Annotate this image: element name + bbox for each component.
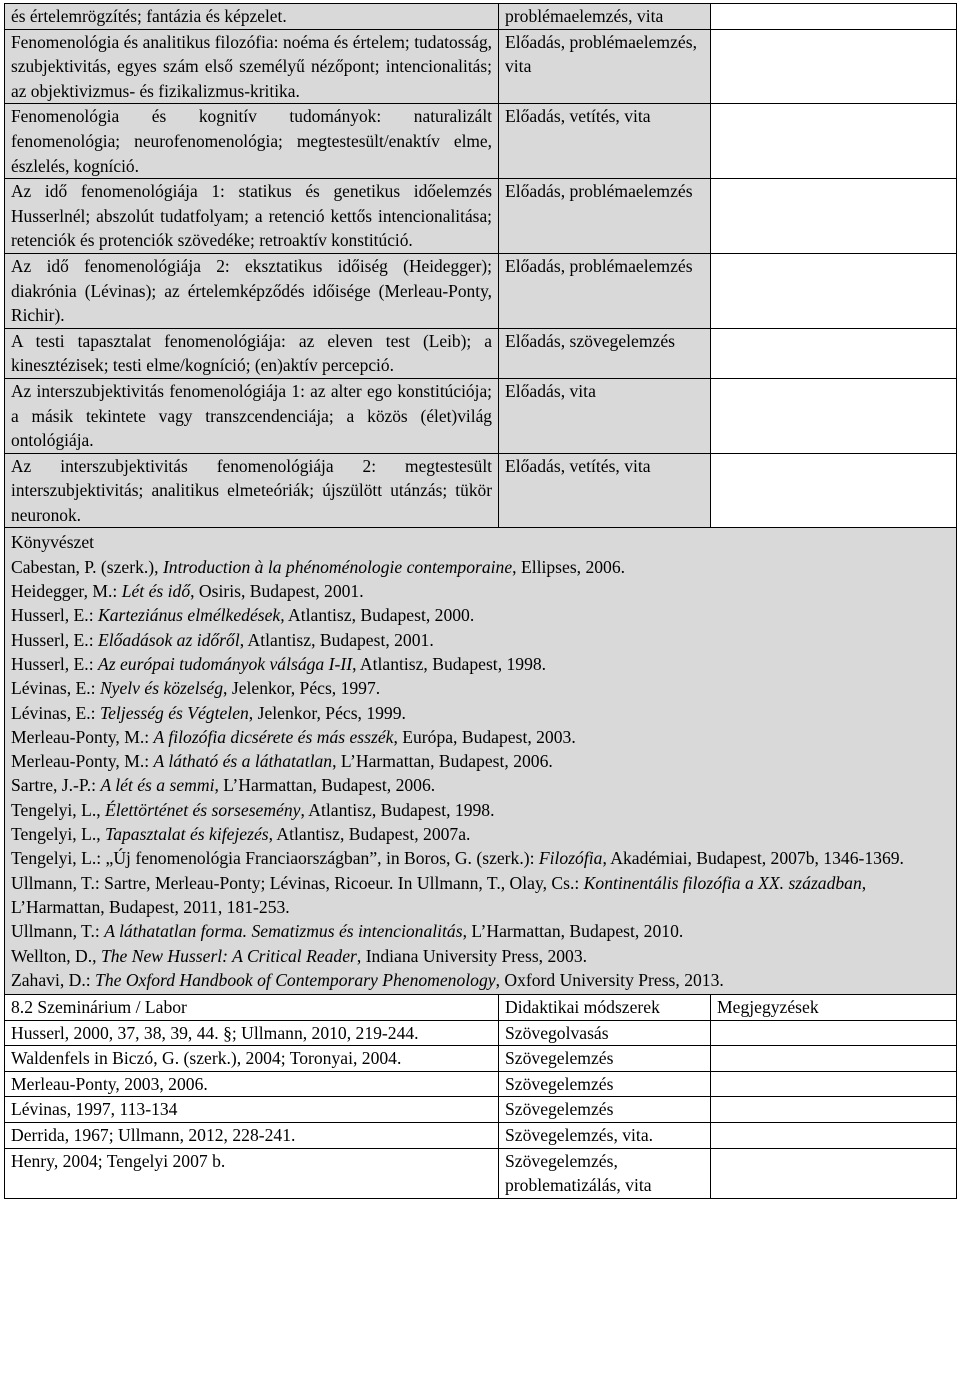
bibliography-row [5, 528, 957, 995]
lecture-method: Előadás, vetítés, vita [499, 453, 711, 528]
bibliography-entry [11, 725, 950, 749]
entry-author: Merleau-Ponty, M.: [11, 726, 154, 747]
lecture-topic: A testi tapasztalat fenomenológiája: az eleven test (Leib); a kinesztézisek; testi elme/kogníció; (en)aktív percepció. [5, 328, 499, 378]
table-row [5, 1046, 957, 1072]
lecture-topic: és értelemrögzítés; fantázia és képzelet. [5, 4, 499, 30]
entry-author: Sartre, J.-P.: [11, 775, 101, 796]
lecture-note [711, 328, 957, 378]
table-row [5, 179, 957, 254]
seminar-method: Szövegelemzés [499, 1046, 711, 1072]
seminar-header-row [5, 995, 957, 1021]
table-row [5, 1123, 957, 1149]
entry-title: The Oxford Handbook of Contemporary Phenomenology [95, 969, 496, 990]
entry-author: Merleau-Ponty, M.: [11, 751, 154, 772]
lecture-note [711, 179, 957, 254]
lecture-note [711, 104, 957, 179]
bibliography-entry [11, 701, 950, 725]
lecture-topic: Az interszubjektivitás fenomenológiája 1: az alter ego konstitúciója; a másik tekintete vagy transzcendenciája; a közös (élet)világ ontológiája. [5, 378, 499, 453]
seminar-text: Waldenfels in Biczó, G. (szerk.), 2004; Toronyai, 2004. [5, 1046, 499, 1072]
bibliography-entry [11, 822, 950, 846]
entry-title: A láthatatlan forma. Sematizmus és intencionalitás [104, 921, 463, 942]
lecture-note [711, 378, 957, 453]
seminar-method: Szövegolvasás [499, 1020, 711, 1046]
lecture-note [711, 453, 957, 528]
seminar-text: Henry, 2004; Tengelyi 2007 b. [5, 1148, 499, 1198]
seminar-method: Szövegelemzés [499, 1097, 711, 1123]
seminar-text: Lévinas, 1997, 113-134 [5, 1097, 499, 1123]
lecture-topic: Az idő fenomenológiája 1: statikus és genetikus időelemzés Husserlnél; abszolút tudatfolyam; a retenció kettős intencionalitása; retenciók és protenciók szövedéke; retroaktív konstitúció. [5, 179, 499, 254]
lecture-method: problémaelemzés, vita [499, 4, 711, 30]
bibliography-entry [11, 773, 950, 797]
seminar-method: Szövegelemzés, vita. [499, 1123, 711, 1149]
entry-author: Tengelyi, L., [11, 824, 106, 845]
seminar-text: Merleau-Ponty, 2003, 2006. [5, 1071, 499, 1097]
bibliography-entry [11, 846, 950, 870]
seminar-table [4, 994, 957, 1199]
entry-author: Husserl, E.: [11, 629, 98, 650]
entry-author: Ullmann, T.: Sartre, Merleau-Ponty; Lévinas, Ricoeur. In Ullmann, T., Olay, Cs.: [11, 872, 584, 893]
lecture-table-body [5, 4, 957, 995]
entry-author: Zahavi, D.: [11, 969, 96, 990]
lecture-method: Előadás, problémaelemzés, vita [499, 29, 711, 104]
entry-publication: , Indiana University Press, 2003. [356, 945, 588, 966]
entry-publication: , L’Harmattan, Budapest, 2010. [462, 921, 684, 942]
seminar-header: 8.2 Szeminárium / Labor [5, 995, 499, 1021]
entry-author: Husserl, E.: [11, 605, 98, 626]
bibliography-entry [11, 652, 950, 676]
table-row [5, 104, 957, 179]
bibliography-entry [11, 798, 950, 822]
lecture-method: Előadás, vita [499, 378, 711, 453]
entry-publication: , Atlantisz, Budapest, 2001. [239, 629, 434, 650]
bibliography-entry [11, 919, 950, 943]
bibliography-entry [11, 968, 950, 992]
entry-title: Tapasztalat és kifejezés [105, 824, 269, 845]
entry-publication: , Akadémiai, Budapest, 2007b, 1346-1369. [602, 848, 904, 869]
lecture-topic: Az idő fenomenológiája 2: eksztatikus időiség (Heidegger); diakrónia (Lévinas); az értelemképződés időisége (Merleau-Ponty, Richir). [5, 253, 499, 328]
seminar-note [711, 1148, 957, 1198]
entry-title: The New Husserl: A Critical Reader [100, 945, 357, 966]
table-row [5, 1020, 957, 1046]
bibliography-entry [11, 628, 950, 652]
entry-publication: , Atlantisz, Budapest, 2007a. [268, 824, 471, 845]
entry-title: Előadások az időről [97, 629, 240, 650]
lecture-method: Előadás, szövegelemzés [499, 328, 711, 378]
lecture-note [711, 253, 957, 328]
entry-publication: , Osiris, Budapest, 2001. [190, 581, 364, 602]
entry-author: Lévinas, E.: [11, 702, 100, 723]
entry-publication: , Jelenkor, Pécs, 1999. [248, 702, 406, 723]
entry-title: Lét és idő [121, 581, 191, 602]
bibliography-entry [11, 555, 950, 579]
table-row [5, 1148, 957, 1198]
seminar-note [711, 1046, 957, 1072]
entry-title: Nyelv és közelség [99, 678, 224, 699]
bibliography-entry [11, 749, 950, 773]
seminar-note [711, 1071, 957, 1097]
entry-title: Karteziánus elmélkedések, [97, 605, 285, 626]
entry-author: Cabestan, P. (szerk.), [11, 556, 163, 577]
entry-publication: Atlantisz, Budapest, 2000. [284, 605, 475, 626]
seminar-text: Derrida, 1967; Ullmann, 2012, 228-241. [5, 1123, 499, 1149]
bibliography-entry [11, 579, 950, 603]
syllabus-page [4, 3, 956, 1199]
entry-author: Tengelyi, L., [11, 799, 106, 820]
bibliography-entry [11, 676, 950, 700]
seminar-method: Szövegelemzés [499, 1071, 711, 1097]
entry-author: Tengelyi, L.: „Új fenomenológia Franciaországban”, in Boros, G. (szerk.): [11, 848, 539, 869]
methods-header: Didaktikai módszerek [499, 995, 711, 1021]
lecture-topic: Az interszubjektivitás fenomenológiája 2: megtestesült interszubjektivitás; analitikus elmeteóriák; újszülött utánzás; tükör neuronok. [5, 453, 499, 528]
entry-publication: , Ellipses, 2006. [512, 556, 626, 577]
seminar-method: Szövegelemzés, problematizálás, vita [499, 1148, 711, 1198]
entry-title: Introduction à la phénoménologie contemporaine [162, 556, 513, 577]
entry-title: A látható és a láthatatlan [153, 751, 333, 772]
entry-publication: , Atlantisz, Budapest, 1998. [300, 799, 495, 820]
entry-publication: , Jelenkor, Pécs, 1997. [223, 678, 381, 699]
bibliography-entry [11, 603, 950, 627]
lecture-note [711, 29, 957, 104]
entry-title: Filozófia [538, 848, 603, 869]
table-row [5, 378, 957, 453]
bibliography-list [11, 555, 950, 992]
table-row [5, 453, 957, 528]
entry-publication: , L’Harmattan, Budapest, 2006. [214, 775, 436, 796]
entry-title: A filozófia dicsérete és más esszék [153, 726, 394, 747]
entry-publication: , Oxford University Press, 2013. [495, 969, 724, 990]
seminar-note [711, 1097, 957, 1123]
entry-title: Teljesség és Végtelen [99, 702, 249, 723]
lecture-table [4, 3, 957, 995]
entry-author: Wellton, D., [11, 945, 101, 966]
lecture-note [711, 4, 957, 30]
lecture-method: Előadás, vetítés, vita [499, 104, 711, 179]
bibliography-cell [5, 528, 957, 995]
seminar-note [711, 1020, 957, 1046]
entry-title: Kontinentális filozófia a XX. században [583, 872, 862, 893]
table-row [5, 4, 957, 30]
entry-author: Lévinas, E.: [11, 678, 100, 699]
entry-publication: , Atlantisz, Budapest, 1998. [352, 653, 547, 674]
table-row [5, 1071, 957, 1097]
seminar-note [711, 1123, 957, 1149]
entry-title: Élettörténet és sorsesemény [105, 799, 301, 820]
table-row [5, 253, 957, 328]
table-row [5, 1097, 957, 1123]
table-row [5, 328, 957, 378]
seminar-text: Husserl, 2000, 37, 38, 39, 44. §; Ullmann, 2010, 219-244. [5, 1020, 499, 1046]
entry-publication: , L’Harmattan, Budapest, 2011, 181-253. [11, 872, 867, 917]
bibliography-entry [11, 944, 950, 968]
entry-publication: , Európa, Budapest, 2003. [393, 726, 576, 747]
entry-author: Ullmann, T.: [11, 921, 105, 942]
table-row [5, 29, 957, 104]
notes-header: Megjegyzések [711, 995, 957, 1021]
entry-title: A lét és a semmi [100, 775, 215, 796]
lecture-topic: Fenomenológia és analitikus filozófia: noéma és értelem; tudatosság, szubjektivitás, egyes szám első személyű nézőpont; intencionalitás; az objektivizmus- és fizikalizmus-kritika. [5, 29, 499, 104]
entry-publication: , L’Harmattan, Budapest, 2006. [332, 751, 553, 772]
lecture-method: Előadás, problémaelemzés [499, 179, 711, 254]
bibliography-heading: Könyvészet [11, 532, 95, 553]
lecture-method: Előadás, problémaelemzés [499, 253, 711, 328]
entry-author: Husserl, E.: [11, 653, 98, 674]
lecture-topic: Fenomenológia és kognitív tudományok: naturalizált fenomenológia; neurofenomenológia; megtestesült/enaktív elme, észlelés, kogníció. [5, 104, 499, 179]
bibliography-entry [11, 871, 950, 920]
entry-title: Az európai tudományok válsága I-II [97, 653, 353, 674]
entry-author: Heidegger, M.: [11, 581, 122, 602]
